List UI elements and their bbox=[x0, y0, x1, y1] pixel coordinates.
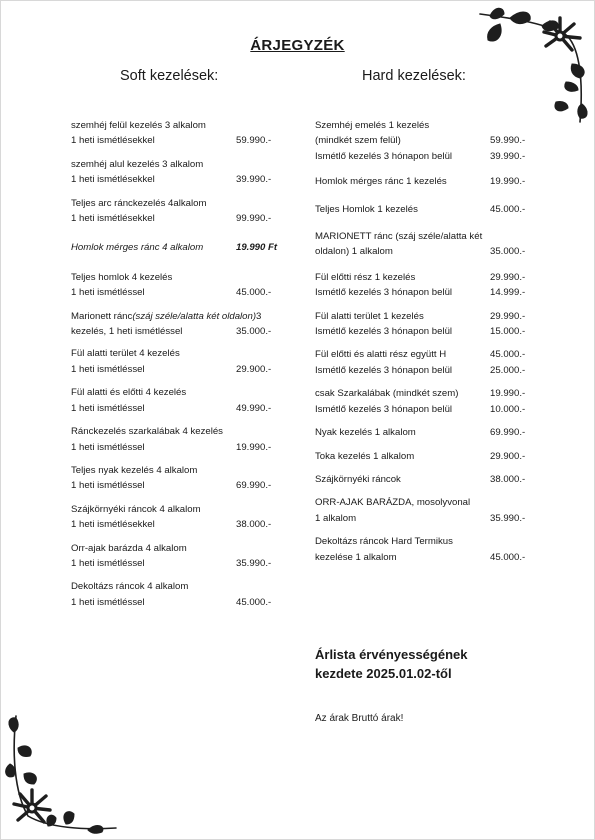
price-value bbox=[236, 463, 296, 478]
price-value: 35.990.- bbox=[490, 512, 526, 524]
treatment-text: csak Szarkalábak (mindkét szem) bbox=[315, 388, 459, 400]
treatment-count: 3 bbox=[256, 310, 262, 322]
soft-price-list bbox=[71, 118, 296, 610]
price-line bbox=[315, 386, 530, 401]
price-value bbox=[236, 118, 296, 133]
price-line bbox=[71, 172, 296, 187]
price-value: 45.000.- bbox=[490, 203, 526, 215]
treatment-text: szemhéj alul kezelés 3 alkalom bbox=[71, 158, 204, 170]
price-item bbox=[71, 463, 296, 494]
price-value: 15.000.- bbox=[490, 326, 526, 338]
treatment-text: 1 heti ismétléssel bbox=[71, 363, 145, 375]
price-line bbox=[71, 502, 296, 517]
treatment-text: 1 heti ismétléssel bbox=[71, 287, 145, 299]
treatment-text: Fül alatti és előtti 4 kezelés bbox=[71, 387, 187, 399]
treatment-text: 1 heti ismétléssel bbox=[71, 557, 145, 569]
price-line bbox=[71, 324, 296, 339]
treatment-text: Ismétlő kezelés 3 hónapon belül bbox=[315, 326, 453, 338]
price-line bbox=[315, 174, 530, 189]
price-value bbox=[490, 495, 530, 510]
price-value: 45.000.- bbox=[236, 287, 272, 299]
price-line bbox=[315, 347, 530, 362]
price-item bbox=[71, 196, 296, 227]
treatment-text: Teljes homlok 4 kezelés bbox=[71, 271, 173, 283]
price-item bbox=[71, 579, 296, 610]
treatment-text: Fül alatti terület 1 kezelés bbox=[315, 310, 424, 322]
price-line bbox=[315, 511, 530, 526]
price-line bbox=[71, 595, 296, 610]
price-line bbox=[71, 157, 296, 172]
price-item bbox=[315, 449, 530, 464]
validity-line-1: Árlista érvényességének bbox=[315, 647, 468, 662]
treatment-text: Dekoltázs ráncok Hard Termikus bbox=[315, 536, 453, 548]
price-value bbox=[236, 346, 296, 361]
price-line bbox=[315, 229, 530, 244]
price-item bbox=[315, 472, 530, 487]
price-item bbox=[71, 157, 296, 188]
price-line bbox=[71, 211, 296, 226]
price-item bbox=[71, 541, 296, 572]
price-line bbox=[71, 478, 296, 493]
price-value bbox=[236, 579, 296, 594]
treatment-text: Ismétlő kezelés 3 hónapon belül bbox=[315, 403, 453, 415]
price-line bbox=[71, 309, 296, 324]
price-value: 14.999.- bbox=[490, 287, 526, 299]
treatment-text: (mindkét szem felül) bbox=[315, 135, 401, 147]
price-item bbox=[315, 229, 530, 260]
price-item bbox=[71, 385, 296, 416]
price-item bbox=[315, 425, 530, 440]
treatment-text: Szájkörnyéki ráncok 4 alkalom bbox=[71, 503, 201, 515]
price-value: 45.000.- bbox=[490, 551, 526, 563]
price-item bbox=[71, 118, 296, 149]
price-item bbox=[315, 309, 530, 340]
treatment-text: Ismétlő kezelés 3 hónapon belül bbox=[315, 364, 453, 376]
price-value: 35.000.- bbox=[490, 246, 526, 258]
treatment-text: Teljes arc ránckezelés 4alkalom bbox=[71, 197, 207, 209]
price-line bbox=[71, 440, 296, 455]
treatment-text: Homlok mérges ránc 1 kezelés bbox=[315, 176, 447, 188]
price-value: 25.000.- bbox=[490, 364, 526, 376]
treatment-text: 1 heti ismétlésekkel bbox=[71, 135, 155, 147]
price-item bbox=[71, 270, 296, 301]
price-line bbox=[71, 270, 296, 285]
price-value: 19.990 Ft bbox=[236, 242, 278, 254]
treatment-text: kezelés, 1 heti ismétléssel bbox=[71, 326, 183, 338]
price-line bbox=[71, 196, 296, 211]
price-value: 39.990.- bbox=[236, 174, 272, 186]
treatment-text: Homlok mérges ránc 4 alkalom bbox=[71, 242, 204, 254]
price-item bbox=[315, 386, 530, 417]
price-line bbox=[315, 495, 530, 510]
validity-line-2: kezdete 2025.01.02-től bbox=[315, 666, 452, 681]
treatment-text: 1 heti ismétléssel bbox=[71, 596, 145, 608]
treatment-text: Teljes nyak kezelés 4 alkalom bbox=[71, 464, 198, 476]
price-item bbox=[315, 347, 530, 378]
hard-heading: Hard kezelések: bbox=[362, 68, 466, 84]
treatment-text: Ránckezelés szarkalábak 4 kezelés bbox=[71, 426, 223, 438]
page-title: ÁRJEGYZÉK bbox=[250, 37, 345, 54]
price-value bbox=[490, 534, 530, 549]
treatment-text: Marionett ránc bbox=[71, 310, 133, 322]
price-value: 45.000.- bbox=[490, 349, 526, 361]
price-value: 29.900.- bbox=[490, 450, 526, 462]
treatment-text: ORR-AJAK BARÁZDA, mosolyvonal bbox=[315, 497, 471, 509]
price-line bbox=[315, 270, 530, 285]
price-value: 35.000.- bbox=[236, 326, 272, 338]
price-value: 35.990.- bbox=[236, 557, 272, 569]
price-line bbox=[315, 550, 530, 565]
price-item bbox=[315, 202, 530, 217]
floral-corner-icon bbox=[4, 712, 120, 836]
price-line bbox=[71, 346, 296, 361]
price-value bbox=[236, 424, 296, 439]
price-line bbox=[315, 534, 530, 549]
price-value bbox=[236, 196, 296, 211]
price-line bbox=[71, 541, 296, 556]
price-item bbox=[71, 346, 296, 377]
price-item bbox=[315, 495, 530, 526]
price-value: 59.990.- bbox=[236, 135, 272, 147]
treatment-text: szemhéj felül kezelés 3 alkalom bbox=[71, 120, 206, 131]
price-line bbox=[315, 324, 530, 339]
price-line bbox=[71, 556, 296, 571]
price-value: 59.990.- bbox=[490, 135, 526, 147]
price-value: 38.000.- bbox=[236, 519, 272, 531]
price-line bbox=[71, 118, 296, 133]
price-value: 10.000.- bbox=[490, 403, 526, 415]
treatment-text: Szájkörnyéki ráncok bbox=[315, 473, 401, 485]
price-line bbox=[71, 362, 296, 377]
treatment-text: kezelése 1 alkalom bbox=[315, 551, 397, 563]
price-line bbox=[315, 133, 530, 148]
price-item bbox=[71, 240, 296, 255]
price-item bbox=[71, 424, 296, 455]
price-item bbox=[315, 270, 530, 301]
price-value bbox=[236, 385, 296, 400]
price-item bbox=[71, 502, 296, 533]
treatment-text: 1 heti ismétlésekkel bbox=[71, 519, 155, 531]
floral-corner-icon bbox=[470, 4, 590, 128]
price-line bbox=[71, 401, 296, 416]
price-value: 38.000.- bbox=[490, 473, 526, 485]
price-value: 45.000.- bbox=[236, 596, 272, 608]
price-item bbox=[71, 309, 296, 340]
price-item bbox=[315, 174, 530, 189]
price-line bbox=[315, 309, 530, 324]
price-line bbox=[71, 463, 296, 478]
price-line bbox=[71, 424, 296, 439]
price-item bbox=[315, 534, 530, 565]
price-value bbox=[490, 229, 530, 244]
price-line bbox=[71, 385, 296, 400]
treatment-text: MARIONETT ránc (száj széle/alatta két bbox=[315, 231, 483, 243]
treatment-text: Fül alatti terület 4 kezelés bbox=[71, 348, 180, 360]
price-line bbox=[315, 472, 530, 487]
gross-price-note: Az árak Bruttó árak! bbox=[315, 713, 404, 724]
price-value bbox=[236, 270, 296, 285]
treatment-text: 1 heti ismétléssel bbox=[71, 480, 145, 492]
price-value bbox=[236, 157, 296, 172]
treatment-text: Fül előtti és alatti rész együtt H bbox=[315, 349, 447, 361]
price-line bbox=[71, 285, 296, 300]
price-value: 19.990.- bbox=[490, 176, 526, 188]
price-line bbox=[315, 149, 530, 164]
treatment-text: 1 heti ismétléssel bbox=[71, 441, 145, 453]
price-value: 69.990.- bbox=[490, 427, 526, 439]
treatment-text: 1 heti ismétléssel bbox=[71, 402, 145, 414]
treatment-area-note: (száj széle/alatta két oldalon) bbox=[132, 310, 257, 322]
treatment-text: 1 heti ismétlésekkel bbox=[71, 174, 155, 186]
treatment-text: Fül előtti rész 1 kezelés bbox=[315, 271, 416, 283]
treatment-text: 1 heti ismétlésekkel bbox=[71, 213, 155, 225]
price-line bbox=[315, 202, 530, 217]
treatment-text: Szemhéj emelés 1 kezelés bbox=[315, 120, 430, 131]
price-line bbox=[315, 449, 530, 464]
price-line bbox=[315, 244, 530, 259]
price-value bbox=[236, 541, 296, 556]
price-value: 29.990.- bbox=[490, 271, 526, 283]
price-value: 99.990.- bbox=[236, 213, 272, 225]
treatment-text: Ismétlő kezelés 3 hónapon belül bbox=[315, 150, 453, 162]
price-value: 39.990.- bbox=[490, 150, 526, 162]
price-line bbox=[71, 579, 296, 594]
price-value: 19.990.- bbox=[236, 441, 272, 453]
price-value: 49.990.- bbox=[236, 402, 272, 414]
price-line bbox=[71, 517, 296, 532]
price-line bbox=[315, 285, 530, 300]
price-line bbox=[315, 402, 530, 417]
treatment-text: 1 alkalom bbox=[315, 512, 357, 524]
price-line bbox=[71, 240, 296, 255]
treatment-text: Orr-ajak barázda 4 alkalom bbox=[71, 542, 187, 554]
treatment-text: Nyak kezelés 1 alkalom bbox=[315, 427, 416, 439]
price-value bbox=[236, 502, 296, 517]
treatment-text: oldalon) 1 alkalom bbox=[315, 246, 393, 258]
price-line bbox=[315, 425, 530, 440]
treatment-text: Toka kezelés 1 alkalom bbox=[315, 450, 415, 462]
price-line bbox=[315, 363, 530, 378]
price-line bbox=[71, 133, 296, 148]
price-value: 19.990.- bbox=[490, 388, 526, 400]
soft-heading: Soft kezelések: bbox=[120, 68, 219, 84]
price-value: 29.990.- bbox=[490, 310, 526, 322]
treatment-text: Ismétlő kezelés 3 hónapon belül bbox=[315, 287, 453, 299]
treatment-text: Dekoltázs ráncok 4 alkalom bbox=[71, 581, 189, 593]
hard-price-list bbox=[315, 118, 530, 565]
price-value: 29.900.- bbox=[236, 363, 272, 375]
validity-notice bbox=[315, 645, 467, 683]
treatment-text: Teljes Homlok 1 kezelés bbox=[315, 203, 418, 215]
price-value: 69.990.- bbox=[236, 480, 272, 492]
